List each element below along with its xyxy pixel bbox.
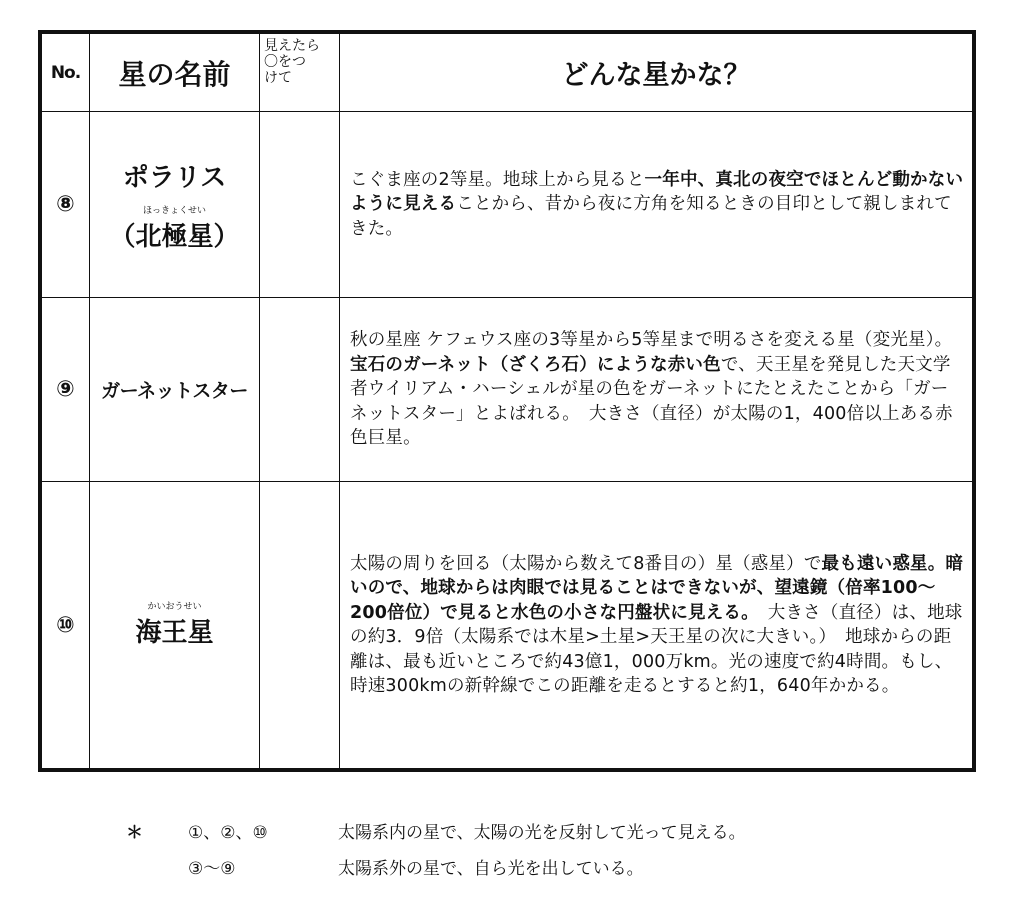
row-number: ⑧ bbox=[42, 112, 90, 298]
check-cell[interactable] bbox=[260, 298, 340, 482]
table-header-row bbox=[42, 34, 973, 112]
check-cell[interactable] bbox=[260, 482, 340, 769]
description-cell bbox=[340, 298, 973, 482]
footnote-numbers: ①、②、⑩ bbox=[188, 823, 268, 843]
description-cell bbox=[340, 482, 973, 769]
check-cell[interactable] bbox=[260, 112, 340, 298]
table-row bbox=[42, 112, 973, 298]
table-row bbox=[42, 482, 973, 769]
desc-part: ことから、昔から夜に方角を知るときの目印として親しまれてきた。 bbox=[350, 194, 952, 239]
header-description: どんな星かな？ bbox=[340, 34, 973, 112]
star-name: ガーネットスター bbox=[101, 380, 248, 402]
header-no: No. bbox=[42, 34, 90, 112]
star-table bbox=[41, 33, 973, 769]
desc-part: 大きさ（直径）は、地球の約3．9倍（太陽系では木星>土星>天王星の次に大きい。） 地球からの距離は、最も近いところで約43億1，000万km。光の速度で約4時間。もし、時速300kmの新幹線でこの距離を走るとすると約1，640年かかる。 bbox=[350, 602, 963, 696]
header-check-line3: けて bbox=[264, 70, 292, 86]
desc-part: で、天王星を発見した天文学者ウイリアム・ハーシェルが星の色をガーネットにたとえたことから「ガーネットスター」とよばれる。 大きさ（直径）が太陽の1，400倍以上ある赤色巨星。 bbox=[350, 354, 953, 449]
table-row bbox=[42, 298, 973, 482]
desc-part: 秋の星座 ケフェウス座の3等星から5等星まで明るさを変える星（変光星）。 bbox=[350, 330, 953, 351]
desc-part: こぐま座の2等星。地球上から見ると bbox=[350, 169, 645, 190]
star-name-ruby: ほっきょくせい bbox=[142, 205, 206, 216]
desc-part: 太陽の周りを回る（太陽から数えて8番目の）星（惑星）で bbox=[350, 553, 822, 574]
star-name-cell bbox=[90, 298, 260, 482]
star-name-sub: （北極星） bbox=[109, 221, 240, 252]
star-table-frame bbox=[38, 30, 976, 772]
star-name: 海王星 bbox=[135, 617, 214, 648]
star-name-cell bbox=[90, 112, 260, 298]
desc-part-bold: 宝石のガーネット（ざくろ石）にような赤い色 bbox=[350, 354, 721, 375]
row-number: ⑩ bbox=[42, 482, 90, 769]
desc-part-bold: 最も遠い惑星。暗いので、地球からは肉眼では見ることはできないが、望遠鏡（倍率100～200倍位）で見ると水色の小さな円盤状に見える。 bbox=[350, 553, 964, 623]
star-name-ruby: かいおうせい bbox=[147, 601, 202, 612]
footnote-text: 太陽系内の星で、太陽の光を反射して光って見える。 bbox=[338, 823, 746, 843]
footnote-numbers: ③～⑨ bbox=[188, 859, 236, 879]
star-name-cell bbox=[90, 482, 260, 769]
row-number: ⑨ bbox=[42, 298, 90, 482]
header-check-line2: 〇をつ bbox=[264, 54, 306, 70]
footnote-marker: ＊ bbox=[126, 823, 143, 843]
header-check-line1: 見えたら bbox=[264, 38, 320, 54]
star-name: ポラリス bbox=[122, 162, 227, 193]
footnote-text: 太陽系外の星で、自ら光を出している。 bbox=[338, 859, 644, 879]
desc-part-bold: 一年中、真北の夜空でほとんど動かないように見える bbox=[350, 169, 964, 215]
description-cell bbox=[340, 112, 973, 298]
header-check bbox=[260, 34, 340, 112]
header-star-name: 星の名前 bbox=[90, 34, 260, 112]
